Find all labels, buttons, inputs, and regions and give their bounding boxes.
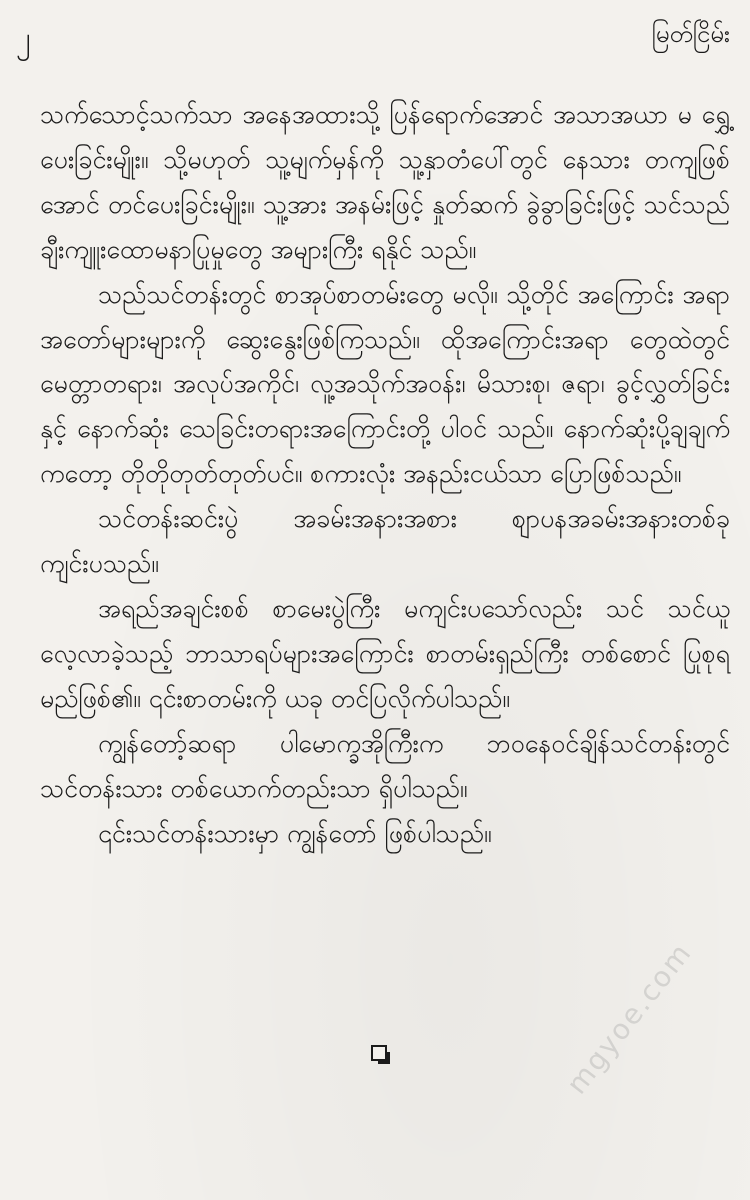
paragraph: ကျွန်တော့်ဆရာ ပါမောက္ခအိုကြီးက ဘဝနေဝင်ချိန်သင်တန်းတွင် သင်တန်းသား တစ်ယောက်တည်းသာ ရှိပါသည်။ xyxy=(40,728,730,803)
page-number: ၂ xyxy=(16,21,31,56)
running-header-title: မြတ်ငြိမ်း xyxy=(651,20,730,48)
end-of-chapter-square-icon xyxy=(371,1045,387,1061)
body-text xyxy=(40,93,730,856)
paragraph: ၎င်းသင်တန်းသားမှာ ကျွန်တော် ဖြစ်ပါသည်။ xyxy=(98,818,492,848)
paragraph: သည်သင်တန်းတွင် စာအုပ်စာတမ်းတွေ မလို။ သို့တိုင် အကြောင်း အရာ အတော်များများကို ဆွေးနွေးဖြစ်ကြသည်။ ထိုအကြောင်းအရာ တွေထဲတွင် မေတ္တာတရား၊ အလုပ်အကိုင်၊ လူ့အသိုက်အဝန်း၊ မိသားစု၊ ဇရာ၊ ခွင့်လွှတ်ခြင်းနှင့် နောက်ဆုံး သေခြင်းတရားအကြောင်းတို့ ပါဝင် သည်။ နောက်ဆုံးပို့ချချက်ကတော့ တိုတိုတုတ်တုတ်ပင်။ စကားလုံး အနည်းငယ်သာ ပြောဖြစ်သည်။ xyxy=(40,279,730,489)
watermark: mgyoe.com xyxy=(560,936,699,1101)
paragraph: အရည်အချင်းစစ် စာမေးပွဲကြီး မကျင်းပသော်လည်း သင် သင်ယူလေ့လာခဲ့သည့် ဘာသာရပ်များအကြောင်း စာတမ်းရှည်ကြီး တစ်စောင် ပြုစုရမည်ဖြစ်၏။ ၎င်းစာတမ်းကို ယခု တင်ပြလိုက်ပါသည်။ xyxy=(40,593,730,713)
paragraph: သင်တန်းဆင်းပွဲ အခမ်းအနားအစား စျာပနအခမ်းအနားတစ်ခု ကျင်းပသည်။ xyxy=(40,504,730,579)
paragraph-continued: သက်သောင့်သက်သာ အနေအထားသို့ ပြန်ရောက်အောင် အသာအယာ မ ရွှေ့ပေးခြင်းမျိုး။ သို့မဟုတ် သူ့မျက်မှန်ကို သူ့နှာတံပေါ်တွင် နေသား တကျဖြစ်အောင် တင်ပေးခြင်းမျိုး။ သူ့အား အနမ်းဖြင့် နှုတ်ဆက် ခွဲခွာခြင်းဖြင့် သင်သည် ချီးကျူးထောမနာပြုမှုတွေ အများကြီး ရနိုင် သည်။ xyxy=(40,100,730,264)
